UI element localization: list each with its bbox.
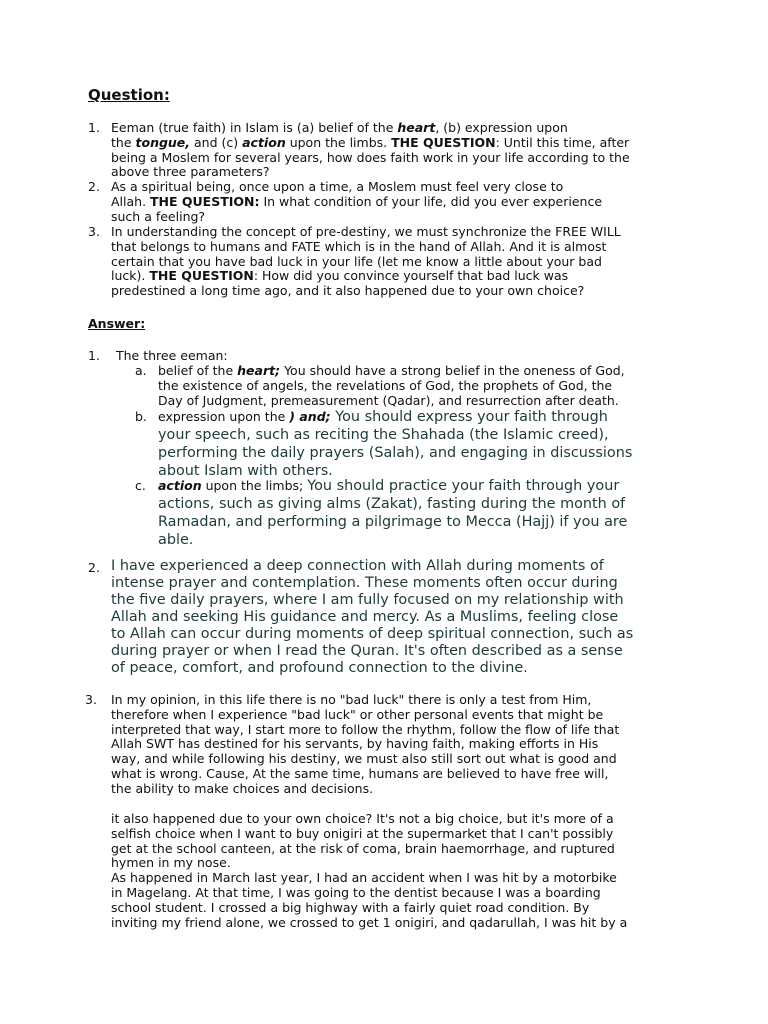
text-run: As a spiritual being, once upon a time, a Moslem must feel very close to [111,179,564,194]
answer-3-paragraph-2 [111,812,627,930]
text-run: THE QUESTION [391,134,496,150]
text-line: I have experienced a deep connection with Allah during moments of [111,558,604,574]
text-run: your speech, such as reciting the Shahada (the Islamic creed), [158,427,609,443]
answer-1b-letter: b. [135,409,147,424]
text-run: You should practice your faith through your [307,478,620,494]
text-line [111,151,630,166]
answer-1a-letter: a. [135,363,147,378]
text-run: being a Moslem for several years, how does faith work in your life according to the [111,149,630,165]
text-line: hymen in my nose. [111,855,231,871]
text-line [158,495,627,513]
text-run: such a feeling? [111,208,206,224]
text-line [158,426,632,444]
text-line [158,477,627,495]
text-line: In my opinion, in this life there is no "bad luck" there is only a test from Him, [111,692,592,707]
answer-1-title: The three eeman: [116,348,228,363]
text-run: In what condition of your life, did you ever experience [259,193,603,209]
text-run: : How did you convince yourself that bad luck was [253,268,569,284]
text-line [111,210,602,225]
text-run: heart [397,120,436,135]
text-run: THE QUESTION: [150,193,260,209]
text-line: selfish choice when I want to buy onigiri at the supermarket that I can't possibly [111,825,614,841]
text-run: Allah. [111,193,151,209]
text-line: to Allah can occur during moments of deep spiritual connection, such as [111,626,634,642]
answer-1c-letter: c. [135,478,146,493]
question-heading: Question: [88,86,170,104]
question-2-text [111,180,602,224]
text-run: about Islam with others. [158,463,333,479]
text-run: tongue, [135,134,191,150]
text-run: Eeman (true faith) in Islam is (a) belief of the [111,120,398,135]
text-run: upon the limbs. [285,134,392,150]
answer-1-number: 1. [88,348,100,363]
text-run: certain that you have bad luck in your life (let me know a little about your bad [111,253,602,269]
text-run: and (c) [190,134,243,150]
answer-2-number: 2. [88,560,100,575]
answer-1b-text [158,408,632,480]
text-run: expression upon the [158,409,290,424]
text-line [158,531,627,549]
text-line [111,121,630,136]
text-line: the ability to make choices and decisions. [111,780,374,796]
text-run: heart; [237,363,281,378]
question-1-number: 1. [88,120,100,135]
text-line [111,180,602,195]
text-line [158,408,632,426]
text-line [158,513,627,531]
text-run: , (b) expression upon [435,120,568,135]
text-line [158,379,625,394]
text-run: You should have a strong belief in the oneness of God, [280,363,625,378]
text-run: the existence of angels, the revelations of God, the prophets of God, the [158,377,613,393]
text-line [111,284,621,299]
text-line [111,225,621,240]
question-3-text [111,225,621,299]
text-line: Allah SWT has destined for his servants, by having faith, making efforts in His [111,736,599,752]
text-line [158,394,625,409]
text-line: during prayer or when I read the Quran. It's often described as a sense [111,643,623,659]
text-run: luck). [111,268,150,284]
text-run: predestined a long time ago, and it also happened due to your own choice? [111,283,585,299]
text-run: performing the daily prayers (Salah), and engaging in discussions [158,445,633,461]
text-run: : Until this time, after [495,134,630,150]
text-run: ) and; [289,409,331,424]
text-line: inviting my friend alone, we crossed to get 1 onigiri, and qadarullah, I was hit by a [111,914,628,930]
text-run: upon the limbs; [201,478,308,493]
answer-3-paragraph-1 [111,693,619,797]
text-run: Day of Judgment, premeasurement (Qadar), and resurrection after death. [158,392,619,408]
text-line: interpreted that way, I start more to follow the rhythm, follow the flow of life that [111,721,620,737]
text-line: in Magelang. At that time, I was going to the dentist because I was a boarding [111,884,601,900]
text-line: of peace, comfort, and profound connection to the divine. [111,660,528,676]
text-line [111,240,621,255]
answer-1a-text [158,364,625,408]
text-line [158,364,625,379]
text-run: the [111,134,136,150]
text-line: Allah and seeking His guidance and mercy. As a Muslims, feeling close [111,609,619,625]
text-line: intense prayer and contemplation. These moments often occur during [111,575,618,591]
text-line: get at the school canteen, at the risk of coma, brain haemorrhage, and ruptured [111,840,615,856]
question-2-number: 2. [88,179,100,194]
question-1-text [111,121,630,180]
text-line [111,269,621,284]
answer-heading: Answer: [88,316,146,331]
answer-1c-text [158,477,627,549]
text-run: Ramadan, and performing a pilgrimage to Mecca (Hajj) if you are [158,514,628,530]
text-line: way, and while following his destiny, we must also still sort out what is good and [111,751,617,767]
text-run: action [158,478,202,493]
text-line [111,195,602,210]
text-line: it also happened due to your own choice? It's not a big choice, but it's more of a [111,811,614,826]
text-run: above three parameters? [111,164,270,180]
text-run: actions, such as giving alms (Zakat), fasting during the month of [158,496,626,512]
text-line: therefore when I experience "bad luck" or other personal events that might be [111,706,604,722]
answer-3-number: 3. [85,692,97,707]
text-run: that belongs to humans and FATE which is in the hand of Allah. And it is almost [111,238,607,254]
text-line: As happened in March last year, I had an accident when I was hit by a motorbike [111,870,617,886]
text-run: THE QUESTION [149,268,254,284]
text-line: the five daily prayers, where I am fully focused on my relationship with [111,592,624,608]
text-line: school student. I crossed a big highway with a fairly quiet road condition. By [111,899,590,915]
text-line [111,255,621,270]
text-run: In understanding the concept of pre-destiny, we must synchronize the FREE WILL [111,224,621,239]
text-run: able. [158,532,194,548]
question-3-number: 3. [88,224,100,239]
text-run: action [242,134,286,150]
text-line: what is wrong. Cause, At the same time, humans are believed to have free will, [111,765,609,781]
answer-2-text [111,558,633,677]
text-run: belief of the [158,363,238,378]
text-run: You should express your faith through [330,409,608,425]
text-line [158,444,632,462]
text-line [111,165,630,180]
text-line [111,136,630,151]
